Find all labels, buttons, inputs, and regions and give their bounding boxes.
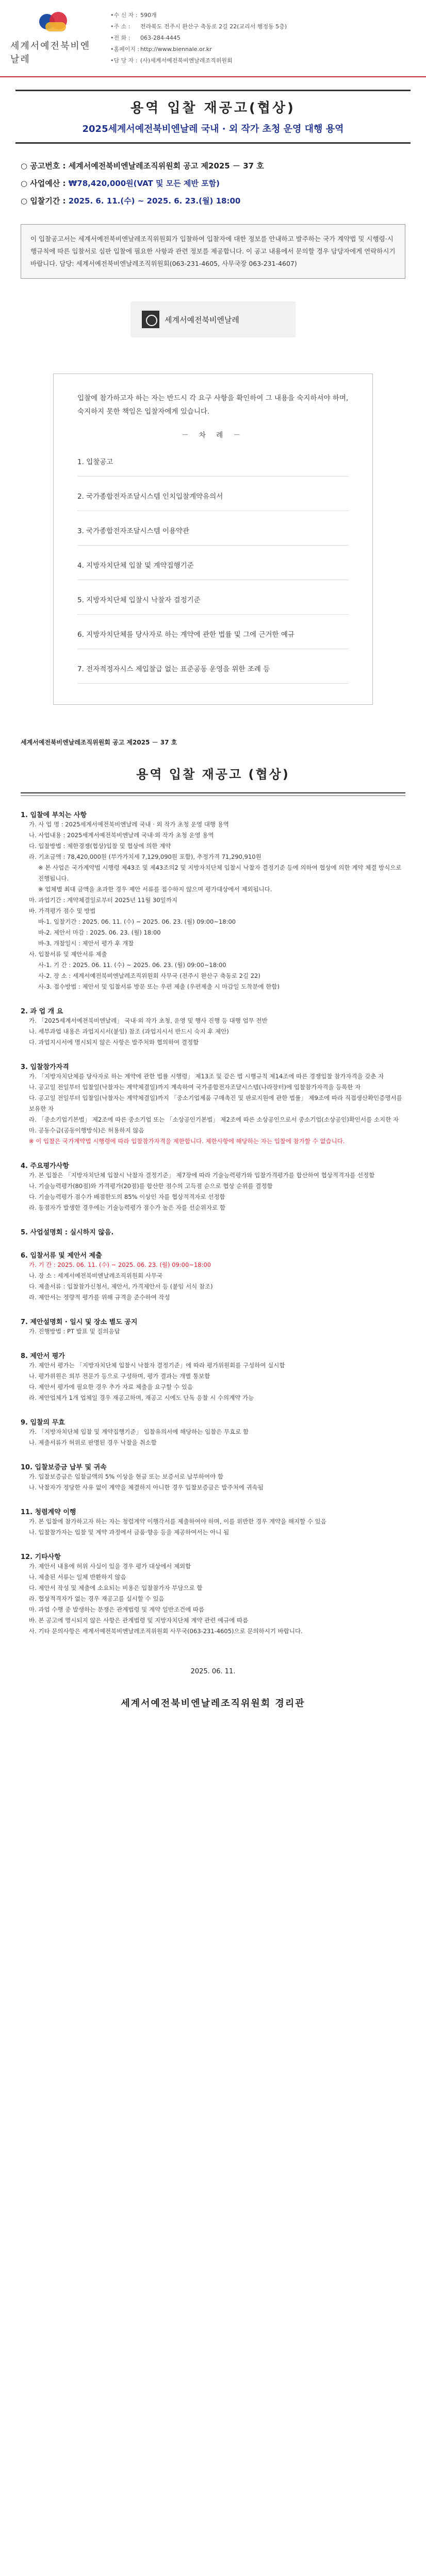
- info-value: (사)세계서예전북비엔날레조직위원회: [140, 57, 233, 64]
- info-key: •전 화 :: [110, 35, 130, 41]
- section-line: 다. 입찰방법 : 제한경쟁(협상)입찰 및 협상에 의한 계약: [29, 842, 171, 850]
- notice-meta: [21, 157, 405, 210]
- sheet-title: 용역 입찰 재공고 (협상): [136, 767, 290, 782]
- section-heading: 3. 입찰참가자격: [21, 1063, 69, 1071]
- sheet-org-line: 세계서예전북비엔날레조직위원회 공고 제2025 － 37 호: [21, 739, 177, 746]
- toc-heading: － 차 례 －: [182, 431, 244, 439]
- section-line: 가. 입찰보증금은 입찰금액의 5% 이상을 현금 또는 보증서로 납부하여야 함: [29, 1473, 223, 1480]
- org-banner-name: 세계서예전북비엔날레: [165, 315, 239, 325]
- toc-divider: [77, 476, 349, 477]
- info-key: •담 당 자 :: [110, 57, 138, 64]
- section-line: 가. 제안서 평가는 「지방자치단체 입찰시 낙찰자 결정기준」에 따라 평가위원회를 구성하여 실시함: [29, 1362, 285, 1369]
- toc-item: 3. 국가종합전자조달시스템 이용약관: [77, 527, 190, 535]
- section-line: 마. 과업 수행 중 발생하는 분쟁은 관계법령 및 계약 일반조건에 따름: [29, 1606, 205, 1613]
- section-heading: 1. 입찰에 부치는 사항: [21, 811, 87, 819]
- org-banner: [130, 301, 296, 337]
- section-line: 나. 제출서류가 허위로 판명된 경우 낙찰을 취소함: [29, 1439, 157, 1446]
- notice-number-row: ○ 공고번호 : 세계서예전북비엔날레조직위원회 공고 제2025 － 37 호: [21, 161, 264, 171]
- section-line: 바. 가격평가 점수 및 방법: [29, 907, 96, 914]
- section-heading: 5. 사업설명회 : 실시하지 않음.: [21, 1229, 114, 1236]
- section-line: 가. 진행방법 : PT 발표 및 질의응답: [29, 1328, 120, 1335]
- section-heading: 10. 입찰보증금 납부 및 귀속: [21, 1464, 107, 1471]
- notice-subtitle: 2025세계서예전북비엔날레 국내 · 외 작가 초청 운영 대행 용역: [82, 124, 344, 134]
- section-heading: 2. 과 업 개 요: [21, 1008, 63, 1015]
- section-line: 가. 사 업 명 : 2025세계서예전북비엔날레 국내 · 외 작가 초청 운영 대행 용역: [29, 821, 229, 828]
- notice-title-box: [15, 90, 411, 144]
- toc-item: 7. 전자적정자시스 제입찰급 없는 표준공동 운영을 위한 조례 등: [77, 665, 270, 673]
- section-line: 사. 기타 문의사항은 세계서예전북비엔날레조직위원회 사무국(063-231-4605)으로 문의하시기 바랍니다.: [29, 1628, 303, 1635]
- section-line: 바-2. 제안서 마감 : 2025. 06. 23. (월) 18:00: [38, 929, 161, 936]
- section-heading: 12. 기타사항: [21, 1553, 61, 1561]
- section-heading: 8. 제안서 평가: [21, 1352, 65, 1360]
- section-line: 나. 제출된 서류는 일체 반환하지 않음: [29, 1573, 126, 1581]
- toc-item: 5. 지방자치단체 입찰시 낙찰자 결정기준: [77, 596, 201, 604]
- toc-intro: 입찰에 참가하고자 하는 자는 반드시 각 요구 사항을 확인하여 그 내용을 숙지하셔야 하며, 숙지하지 못한 책임은 입찰자에게 있습니다.: [77, 394, 349, 416]
- letterhead-info-row: [110, 44, 287, 55]
- section-line: 바-1. 입찰기간 : 2025. 06. 11. (수) ~ 2025. 06. 23. (월) 09:00~18:00: [38, 918, 236, 925]
- divider: [21, 795, 405, 796]
- section-line: 사. 입찰서류 및 제안서류 제출: [29, 951, 107, 958]
- section-line: 나. 공고일 전일부터 입찰일(낙찰자는 계약체결일)까지 계속하여 국가종합전자조달시스템(나라장터)에 입찰참가자격을 등록한 자: [29, 1083, 361, 1091]
- section-line: 나. 평가위원은 외부 전문가 등으로 구성하며, 평가 결과는 개별 통보함: [29, 1372, 210, 1380]
- issuer-name: 세계서예전북비엔날레조직위원회 경리관: [121, 1698, 305, 1709]
- section-heading: 9. 입찰의 무효: [21, 1419, 65, 1427]
- letterhead-info: [110, 10, 287, 66]
- section-line: ※ 이 입찰은 국가계약법 시행령에 따라 입찰참가자격을 제한합니다. 제한사항에 해당하는 자는 입찰에 참가할 수 없습니다.: [29, 1138, 345, 1145]
- section-line: 바. 본 공고에 명시되지 않은 사항은 관계법령 및 지방자치단체 계약 관련 예규에 따름: [29, 1617, 249, 1624]
- info-value: http://www.biennale.or.kr: [140, 46, 212, 53]
- letterhead-info-row: [110, 10, 287, 21]
- section-line: 라. 기초금액 : 78,420,000원 (부가가치세 7,129,090원 포함), 추정가격 71,290,910원: [29, 853, 261, 860]
- emblem-icon: [36, 11, 72, 36]
- section-line: 가. 본 입찰은 「지방자치단체 입찰시 낙찰자 결정기준」 제7장에 따라 기술능력평가와 입찰가격평가를 합산하여 협상적격자를 선정함: [29, 1172, 375, 1179]
- section-line: 다. 기술능력평가 점수가 배점한도의 85% 이상인 자를 협상적격자로 선정함: [29, 1193, 225, 1200]
- section-line: 다. 공고일 전일부터 입찰일(낙찰자는 계약체결일)까지 「중소기업제품 구매촉진 및 판로지원에 관한 법률」 제9조에 따라 직접생산확인증명서를 보유한 자: [29, 1094, 402, 1112]
- letterhead: [0, 0, 426, 77]
- section-line: 나. 사업내용 : 2025세계서예전북비엔날레 국내·외 작가 초청 운영 용역: [29, 832, 214, 839]
- notice-box: 이 입찰공고서는 세계서예전북비엔날레조직위원회가 입찰하여 입찰자에 대한 정보를 안내하고 발주하는 국가 계약법 및 시행령·시행규칙에 따른 입찰서로 심판 입찰에 필요한 사항과 관련 정보를 제공합니다. 이 공고 내용에서 문의할 경우 담당자에게 연락하시기 바랍니다. 담당: 세계서예전북비엔날레조직위원회(063-231-4605, 사무국장 063-231-4607): [21, 224, 405, 279]
- section-line: 다. 제안서 작성 및 제출에 소요되는 비용은 입찰참가자 부담으로 함: [29, 1584, 203, 1591]
- section-line: 라. 동점자가 발생한 경우에는 기술능력평가 점수가 높은 자를 선순위자로 함: [29, 1204, 225, 1211]
- letterhead-info-row: [110, 21, 287, 32]
- toc-frame: [53, 374, 373, 705]
- section-line: ※ 업체별 최대 금액을 초과한 경우 제안 서류를 접수하지 않으며 평가대상에서 제외됩니다.: [38, 886, 272, 893]
- issue-date: 2025. 06. 11.: [190, 1668, 236, 1675]
- section-heading: 4. 주요평가사항: [21, 1162, 69, 1170]
- sections: [21, 809, 405, 1637]
- section-line: 가. 「지방자치단체 입찰 및 계약집행기준」 입찰유의서에 해당하는 입찰은 무효로 함: [29, 1428, 249, 1435]
- section-line: 가. 제안서 내용에 허위 사실이 있을 경우 평가 대상에서 제외함: [29, 1563, 191, 1570]
- divider: [21, 792, 405, 793]
- section-line: 가. 「지방자치단체를 당사자로 하는 계약에 관한 법률 시행령」 제13조 및 같은 법 시행규칙 제14조에 따른 경쟁입찰 참가자격을 갖춘 자: [29, 1073, 384, 1080]
- toc-item: 6. 지방자치단체를 당사자로 하는 계약에 관한 법률 및 그에 근거한 예규: [77, 631, 294, 639]
- section-line: 바-3. 개찰일시 : 제안서 평가 후 개찰: [38, 940, 134, 947]
- section-line: 나. 장 소 : 세계서예전북비엔날레조직위원회 사무국: [29, 1272, 163, 1279]
- notice-title: 용역 입찰 재공고(협상): [130, 100, 296, 116]
- letterhead-info-row: [110, 55, 287, 66]
- biennale-logo: [10, 10, 98, 66]
- notice-number: 세계서예전북비엔날레조직위원회 공고 제2025 － 37 호: [68, 161, 264, 171]
- section-line: 나. 세부과업 내용은 과업지시서(붙임) 참조 (과업지시서 반드시 숙지 후 제안): [29, 1028, 229, 1035]
- toc-item: 1. 입찰공고: [77, 458, 113, 466]
- info-value: 063-284-4445: [140, 35, 181, 41]
- section-line: 라. 「중소기업기본법」 제2조에 따른 중소기업 또는 「소상공인기본법」 제2조에 따른 소상공인으로서 중소기업(소상공인)확인서를 소지한 자: [29, 1116, 399, 1123]
- section-line: 사-1. 기 간 : 2025. 06. 11. (수) ~ 2025. 06. 23. (월) 09:00~18:00: [38, 961, 226, 969]
- toc-divider: [77, 545, 349, 546]
- info-key: •주 소 :: [110, 23, 130, 30]
- section-line: ※ 본 사업은 국가계약법 시행령 제43조 및 제43조의2 및 지방자치단체 입찰시 낙찰자 결정기준 등에 의하여 협상에 의한 계약 체결 방식으로 진행됩니다.: [38, 864, 402, 882]
- period-row: ○ 입찰기간 : 2025. 6. 11.(수) ~ 2025. 6. 23.(월) 18:00: [21, 196, 241, 206]
- org-mark-icon: [142, 311, 159, 328]
- info-key: •수 신 자 :: [110, 12, 138, 19]
- section-line: 가. 본 입찰에 참가하고자 하는 자는 청렴계약 이행각서를 제출하여야 하며, 이를 위반한 경우 계약을 해지할 수 있음: [29, 1518, 326, 1525]
- section-heading: 6. 입찰서류 및 제안서 제출: [21, 1252, 102, 1260]
- section-line: 나. 입찰참가자는 입찰 및 계약 과정에서 금품·향응 등을 제공하여서는 아니 됨: [29, 1529, 230, 1536]
- section-line: 나. 기술능력평가(80점)와 가격평가(20점)를 합산한 점수의 고득점 순으로 협상 순위를 결정함: [29, 1182, 273, 1190]
- budget-value: ₩78,420,000원(VAT 및 모든 제반 포함): [68, 179, 220, 188]
- brand-name: 세계서예전북비엔날레: [10, 41, 91, 65]
- toc-divider: [77, 683, 349, 684]
- toc-divider: [77, 614, 349, 615]
- section-line: 라. 협상적격자가 없는 경우 재공고를 실시할 수 있음: [29, 1595, 165, 1602]
- section-line: 마. 공동수급(공동이행방식)은 허용하지 않음: [29, 1127, 144, 1134]
- period-value: 2025. 6. 11.(수) ~ 2025. 6. 23.(월) 18:00: [68, 196, 241, 206]
- section-line: 가. 기 간 : 2025. 06. 11. (수) ~ 2025. 06. 23. (월) 09:00~18:00: [29, 1261, 211, 1268]
- section-line: 라. 제안서는 정량적 평가를 위해 규격을 준수하여 작성: [29, 1294, 170, 1301]
- section-line: 사-2. 장 소 : 세계서예전북비엔날레조직위원회 사무국 (전주시 완산구 축동로 2길 22): [38, 972, 260, 979]
- section-line: 마. 과업기간 : 계약체결일로부터 2025년 11월 30일까지: [29, 896, 177, 904]
- section-line: 라. 제안업체가 1개 업체일 경우 재공고하며, 재공고 시에도 단독 응찰 시 수의계약 가능: [29, 1394, 254, 1401]
- section-heading: 11. 청렴계약 이행: [21, 1509, 76, 1516]
- toc-list: [77, 455, 349, 684]
- section-line: 다. 제안서 평가에 필요한 경우 추가 자료 제출을 요구할 수 있음: [29, 1383, 193, 1391]
- toc-item: 2. 국가종합전자조달시스템 인치입찰계약유의서: [77, 493, 223, 501]
- budget-row: ○ 사업예산 : ₩78,420,000원(VAT 및 모든 제반 포함): [21, 179, 220, 188]
- section-line: 가. 「2025세계서예전북비엔날레」 국내·외 작가 초청, 운영 및 행사 진행 등 대행 업무 전반: [29, 1017, 268, 1024]
- section-line: 다. 과업지시서에 명시되지 않은 사항은 발주처와 협의하여 결정함: [29, 1039, 199, 1046]
- section-heading: 7. 제안설명회 · 일시 및 장소 별도 공지: [21, 1318, 138, 1326]
- info-key: •홈페이지 :: [110, 46, 140, 53]
- section-line: 나. 낙찰자가 정당한 사유 없이 계약을 체결하지 아니한 경우 입찰보증금은 발주처에 귀속됨: [29, 1484, 264, 1491]
- toc-item: 4. 지방자치단체 입찰 및 계약집행기준: [77, 562, 194, 570]
- letterhead-info-row: [110, 32, 287, 44]
- section-line: 사-3. 접수방법 : 제안서 및 입찰서류 방문 또는 우편 제출 (우편제출 시 마감일 도착분에 한함): [38, 983, 280, 990]
- info-value: 전라북도 전주시 완산구 축동로 2길 22(교리서 행정동 5층): [140, 23, 287, 30]
- notice-sheet: [21, 738, 405, 1709]
- section-line: 다. 제출서류 : 입찰참가신청서, 제안서, 가격제안서 등 (붙임 서식 참조): [29, 1283, 213, 1290]
- info-value: 590개: [140, 12, 157, 19]
